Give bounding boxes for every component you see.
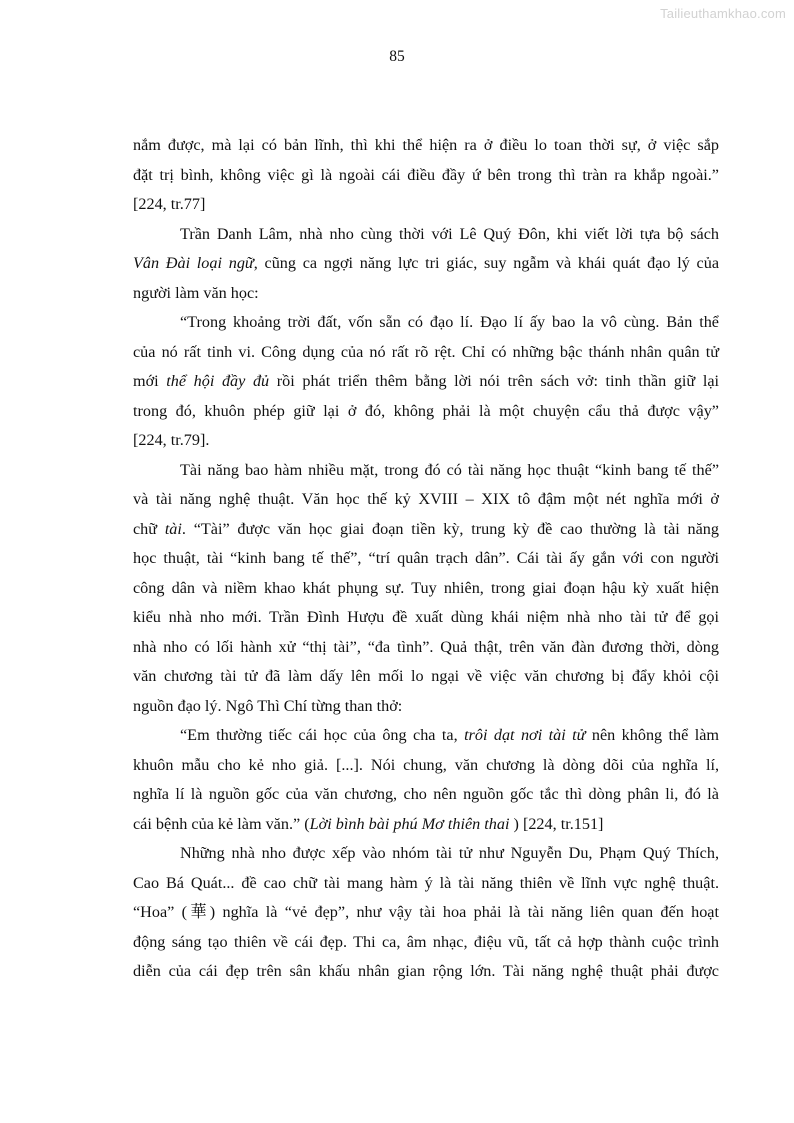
quote-line: khuôn mẫu cho kẻ nho giả. [...]. Nói chung, văn chương là dòng dõi của nghĩa lí, — [133, 755, 719, 774]
text-line: công dân và niềm khao khát phụng sự. Tuy nhiên, trong giai đoạn hậu kỳ xuất hiện — [133, 578, 719, 597]
emphasis-text: tài — [164, 519, 182, 538]
text-line: Những nhà nho được xếp vào nhóm tài tử như Nguyễn Du, Phạm Quý Thích, — [180, 844, 719, 862]
quote-line: “Trong khoảng trời đất, vốn sẵn có đạo lí. Đạo lí ấy bao la vô cùng. Bản thể — [180, 313, 719, 331]
text-line: Trần Danh Lâm, nhà nho cùng thời với Lê Quý Đôn, khi viết lời tựa bộ sách — [180, 224, 719, 243]
text-run: rồi phát triển thêm bằng lời nói trên sách vở: tinh thần giữ lại — [269, 372, 719, 390]
text-line: nhà nho có lối hành xử “thị tài”, “đa tình”. Quả thật, trên văn đàn đương thời, dòng — [133, 637, 719, 656]
text-line: người làm văn học: — [133, 283, 259, 302]
work-title: Lời bình bài phú Mơ thiên thai — [309, 814, 510, 833]
text-run: nên không thể làm — [585, 726, 720, 744]
text-line — [133, 515, 719, 545]
emphasis-text: trôi dạt nơi tài tử — [464, 726, 586, 744]
text-line: “Hoa” (華) nghĩa là “vẻ đẹp”, như vậy tài hoa phải là tài năng liên quan đến hoạt — [133, 903, 719, 921]
text-run: mới — [133, 372, 167, 390]
text-run: , cũng ca ngợi năng lực tri giác, suy ngẫm và khái quát đạo lý của — [253, 254, 719, 272]
text-line: văn chương tài tử đã làm dấy lên mối lo ngại về việc văn chương bị đẩy khỏi cội — [133, 667, 719, 685]
quote-line — [133, 810, 719, 840]
text-run: “Em thường tiếc cái học của ông cha ta, — [180, 726, 465, 744]
text-run: cái bệnh của kẻ làm văn.” ( — [133, 814, 310, 833]
text-run: . “Tài” được văn học giai đoạn tiền kỳ, trung kỳ đề cao thường là tài năng — [181, 519, 719, 538]
body-text — [133, 131, 719, 987]
quote-line: [224, tr.79]. — [133, 431, 210, 449]
text-line: học thuật, tài “kinh bang tế thế”, “trí quân trạch dân”. Cái tài ấy gắn với con người — [133, 549, 719, 567]
quote-line — [133, 721, 719, 751]
text-line: nguồn đạo lý. Ngô Thì Chí từng than thở: — [133, 696, 403, 715]
text-run: ) [224, tr.151] — [509, 814, 604, 833]
text-line: đặt trị bình, không việc gì là ngoài cái điều đầy ứ bên trong thì tràn ra khắp ngoài.” — [133, 165, 719, 184]
text-line — [133, 249, 719, 279]
text-line: nắm được, mà lại có bản lĩnh, thì khi thể hiện ra ở điều lo toan thời sự, ở việc sắp — [133, 136, 719, 154]
quote-line: của nó rất tinh vi. Công dụng của nó rất rõ rệt. Chỉ có những bậc thánh nhân quân tử — [133, 342, 719, 361]
quote-line: nghĩa lí là nguồn gốc của văn chương, cho nên nguồn gốc tắc thì dòng phân li, đó là — [133, 785, 719, 803]
text-line: và tài năng nghệ thuật. Văn học thế kỷ XVIII – XIX tô đậm một nét nghĩa mới ở — [133, 490, 719, 508]
quote-line: trong đó, khuôn phép giữ lại ở đó, không phải là một chuyện cẩu thả được vậy” — [133, 401, 719, 420]
text-run: chữ — [133, 519, 165, 538]
text-line: kiểu nhà nho mới. Trần Đình Hượu đề xuất dùng khái niệm nhà nho tài tử để gọi — [133, 608, 719, 626]
text-line: Cao Bá Quát... đề cao chữ tài mang hàm ý là tài năng thiên về lĩnh vực nghệ thuật. — [133, 873, 719, 892]
text-line: động sáng tạo thiên về cái đẹp. Thi ca, âm nhạc, điệu vũ, tất cả hợp thành cuộc trình — [133, 932, 719, 951]
text-line: [224, tr.77] — [133, 195, 206, 213]
watermark-text: Tailieuthamkhao.com — [660, 6, 786, 21]
emphasis-text: thể hội đầy đủ — [166, 372, 270, 390]
text-line: Tài năng bao hàm nhiều mặt, trong đó có tài năng học thuật “kinh bang tế thế” — [180, 460, 719, 479]
page-number: 85 — [389, 48, 405, 65]
quote-line — [133, 367, 719, 397]
text-line: diễn của cái đẹp trên sân khấu nhân gian rộng lớn. Tài năng nghệ thuật phải được — [133, 962, 719, 980]
book-title: Vân Đài loại ngữ — [133, 254, 254, 272]
